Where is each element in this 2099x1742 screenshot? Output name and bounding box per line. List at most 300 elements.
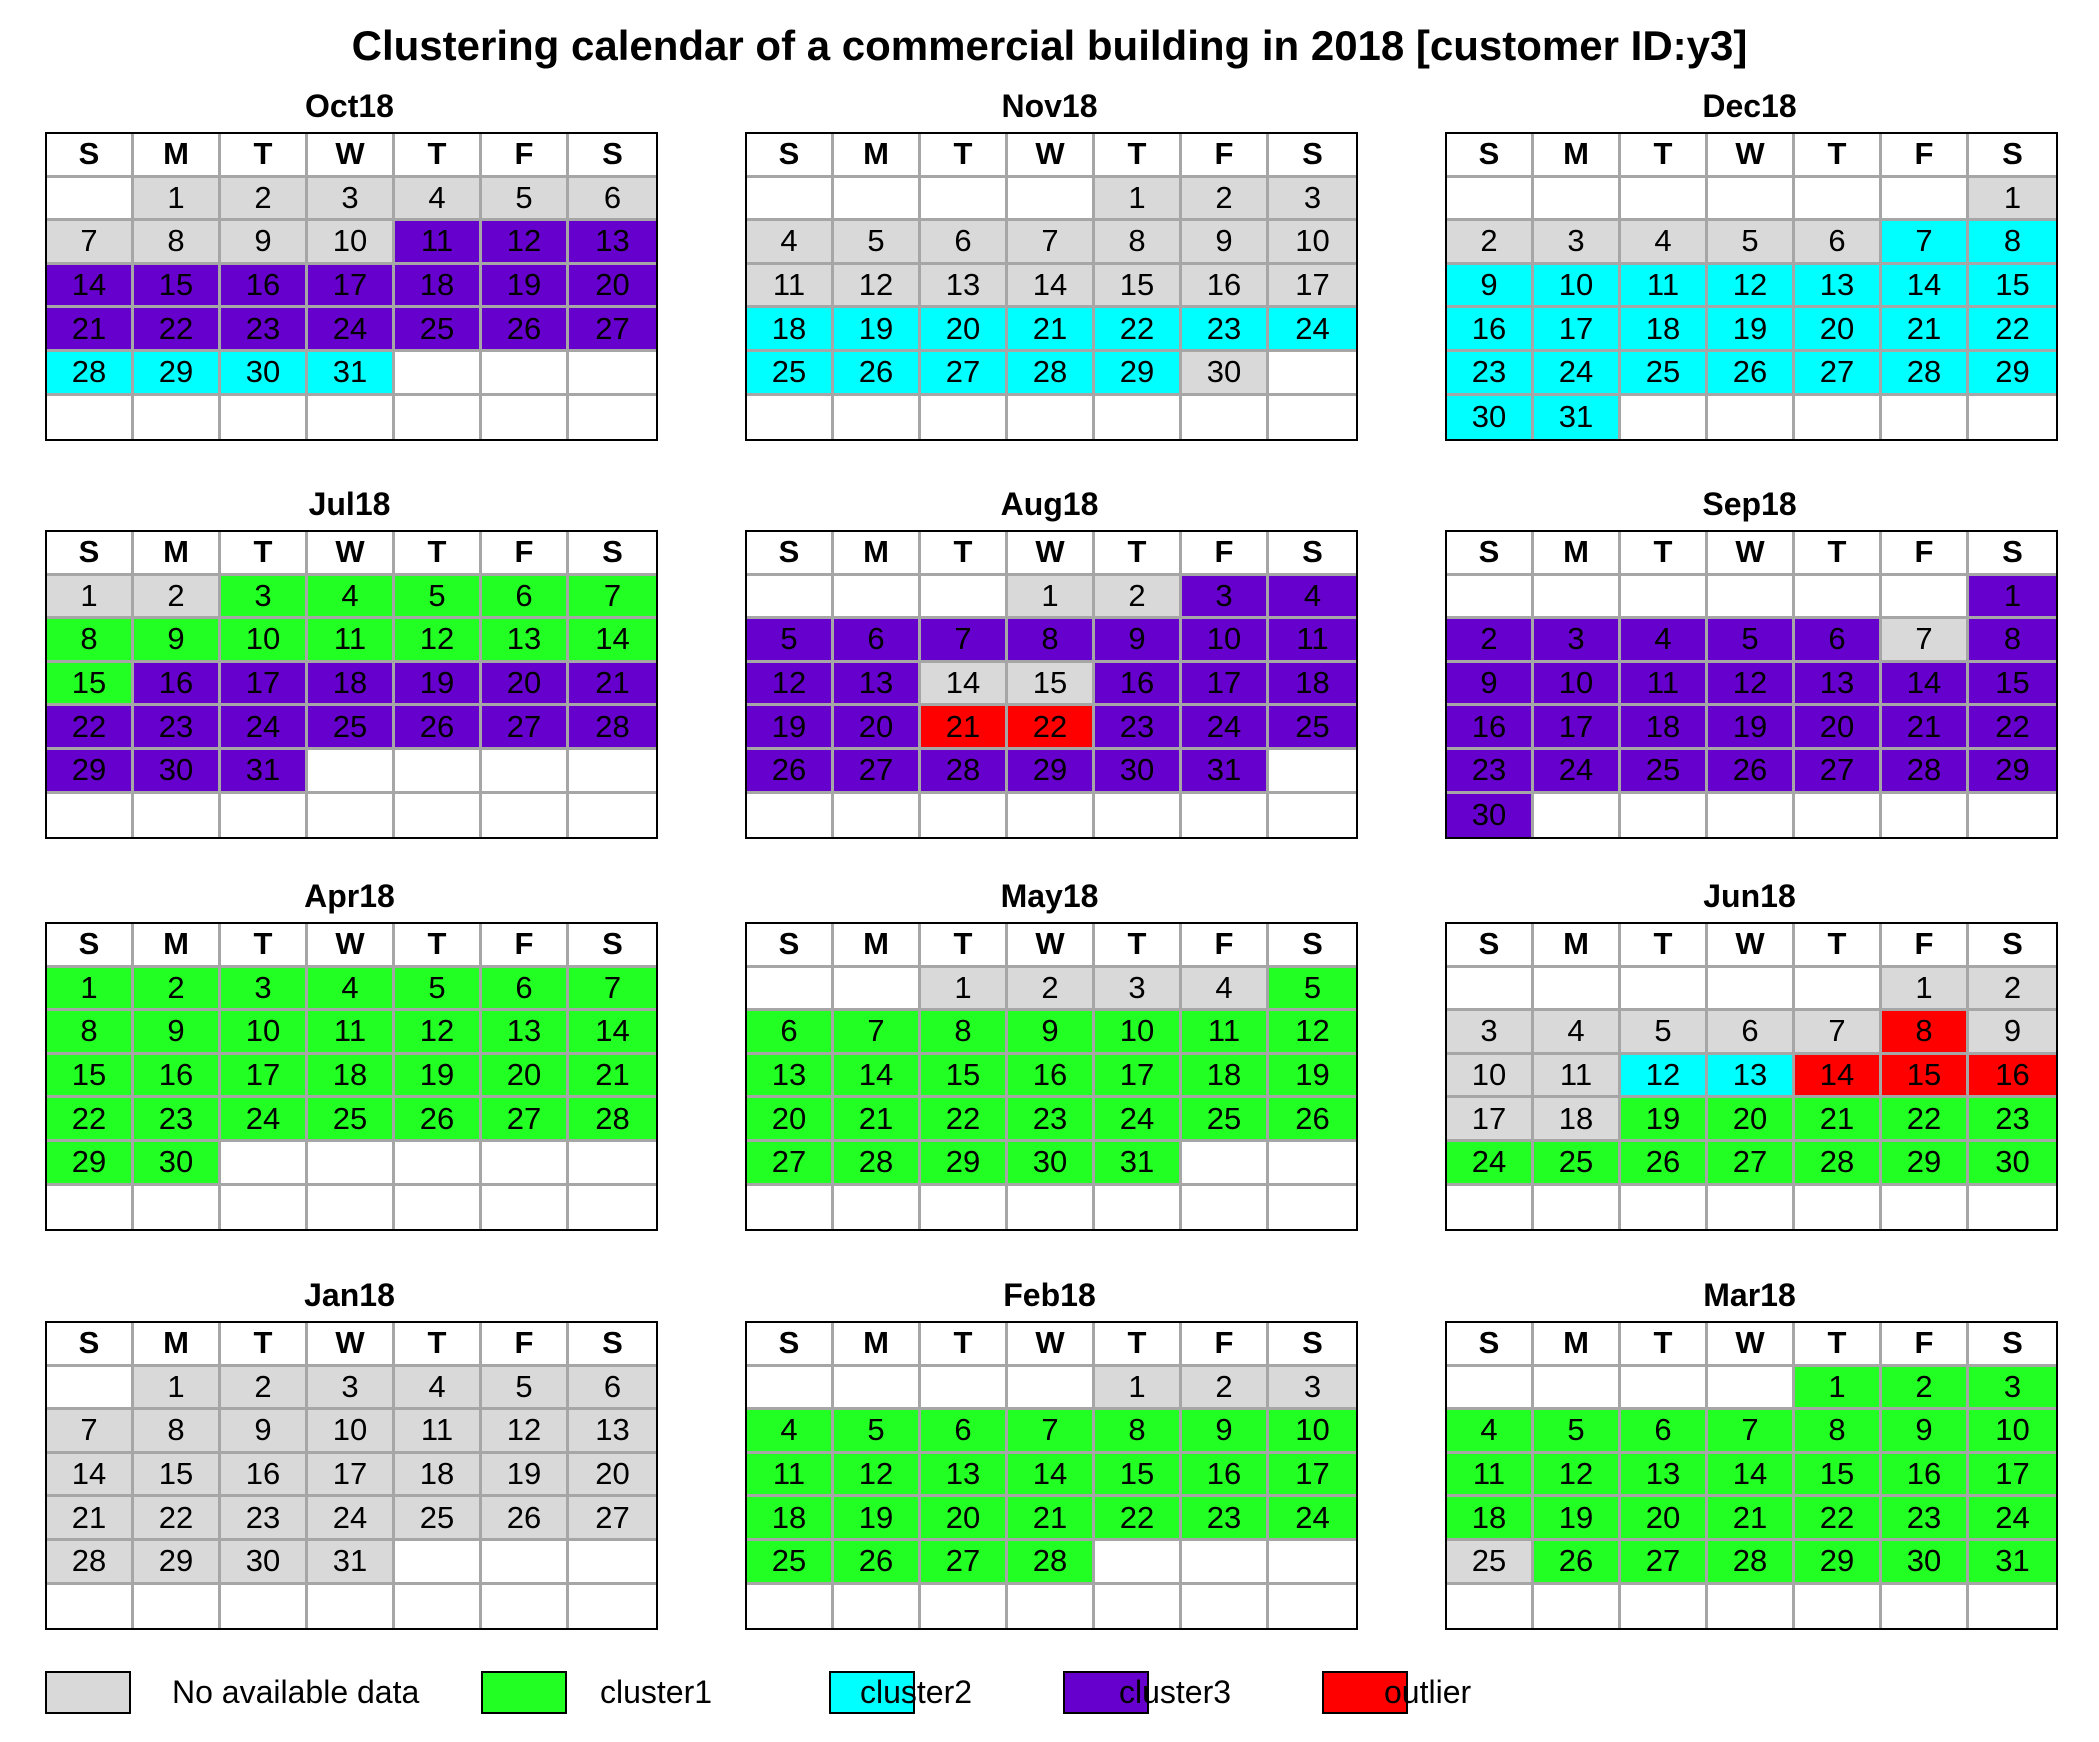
empty-cell: [1095, 794, 1182, 838]
weekday-header: F: [1882, 924, 1969, 968]
empty-cell: [834, 1186, 921, 1230]
empty-cell: [1269, 794, 1356, 838]
day-cell: 12: [1534, 1454, 1621, 1498]
day-cell: 14: [1795, 1055, 1882, 1099]
day-cell: 16: [1182, 1454, 1269, 1498]
day-cell: 27: [482, 1098, 569, 1142]
day-cell: 28: [921, 750, 1008, 794]
empty-cell: [482, 1186, 569, 1230]
weekday-header: W: [1008, 134, 1095, 178]
empty-cell: [569, 352, 656, 396]
month-grid: [745, 530, 1358, 839]
weekday-header: S: [47, 134, 134, 178]
day-cell: 18: [1534, 1098, 1621, 1142]
empty-cell: [569, 1186, 656, 1230]
day-cell: 27: [921, 352, 1008, 396]
day-cell: 25: [747, 1541, 834, 1585]
month-title: Jun18: [1703, 878, 1796, 914]
day-cell: 16: [134, 1055, 221, 1099]
day-cell: 9: [1182, 1410, 1269, 1454]
day-cell: 14: [921, 663, 1008, 707]
day-cell: 18: [308, 1055, 395, 1099]
empty-cell: [1182, 1186, 1269, 1230]
day-cell: 5: [1708, 221, 1795, 265]
day-cell: 18: [1621, 706, 1708, 750]
day-cell: 22: [134, 308, 221, 352]
weekday-header: F: [1182, 1323, 1269, 1367]
day-cell: 5: [395, 576, 482, 620]
day-cell: 24: [1269, 1497, 1356, 1541]
weekday-header: T: [395, 532, 482, 576]
weekday-header: T: [921, 532, 1008, 576]
day-cell: 7: [921, 619, 1008, 663]
empty-cell: [1447, 1585, 1534, 1629]
month-calendar: [45, 876, 654, 1231]
day-cell: 21: [569, 1055, 656, 1099]
empty-cell: [747, 178, 834, 222]
empty-cell: [1708, 396, 1795, 440]
day-cell: 11: [308, 619, 395, 663]
day-cell: 3: [1269, 1367, 1356, 1411]
day-cell: 14: [569, 1011, 656, 1055]
empty-cell: [221, 1186, 308, 1230]
weekday-header: W: [1708, 1323, 1795, 1367]
weekday-header: F: [482, 1323, 569, 1367]
day-cell: 27: [1708, 1142, 1795, 1186]
day-cell: 21: [1008, 1497, 1095, 1541]
day-cell: 17: [1095, 1055, 1182, 1099]
day-cell: 4: [1269, 576, 1356, 620]
empty-cell: [1621, 1367, 1708, 1411]
empty-cell: [482, 396, 569, 440]
empty-cell: [1269, 750, 1356, 794]
day-cell: 7: [1008, 1410, 1095, 1454]
day-cell: 8: [47, 619, 134, 663]
month-grid: [745, 1321, 1358, 1630]
empty-cell: [308, 396, 395, 440]
day-cell: 16: [1182, 265, 1269, 309]
weekday-header: M: [134, 134, 221, 178]
day-cell: 17: [1182, 663, 1269, 707]
empty-cell: [747, 968, 834, 1012]
weekday-header: S: [747, 924, 834, 968]
day-cell: 2: [1095, 576, 1182, 620]
day-cell: 15: [1969, 663, 2056, 707]
day-cell: 21: [1882, 308, 1969, 352]
empty-cell: [308, 794, 395, 838]
day-cell: 24: [1969, 1497, 2056, 1541]
month-title: Sep18: [1702, 486, 1797, 522]
month-grid: [45, 132, 658, 441]
weekday-header: T: [1795, 924, 1882, 968]
day-cell: 1: [1795, 1367, 1882, 1411]
empty-cell: [221, 1585, 308, 1629]
day-cell: 7: [1882, 619, 1969, 663]
weekday-header: M: [134, 1323, 221, 1367]
day-cell: 17: [1969, 1454, 2056, 1498]
day-cell: 16: [1447, 706, 1534, 750]
weekday-header: F: [1882, 532, 1969, 576]
empty-cell: [921, 1186, 1008, 1230]
month-grid: [45, 922, 658, 1231]
weekday-header: S: [47, 924, 134, 968]
day-cell: 9: [1008, 1011, 1095, 1055]
empty-cell: [1269, 352, 1356, 396]
month-grid: [45, 1321, 658, 1630]
day-cell: 22: [47, 1098, 134, 1142]
empty-cell: [1182, 794, 1269, 838]
legend-swatch: [481, 1671, 567, 1714]
weekday-header: S: [1969, 532, 2056, 576]
day-cell: 2: [1182, 1367, 1269, 1411]
day-cell: 30: [1447, 396, 1534, 440]
weekday-header: W: [308, 924, 395, 968]
empty-cell: [1969, 396, 2056, 440]
day-cell: 1: [47, 968, 134, 1012]
day-cell: 20: [1795, 706, 1882, 750]
day-cell: 23: [1447, 352, 1534, 396]
day-cell: 16: [134, 663, 221, 707]
day-cell: 26: [747, 750, 834, 794]
empty-cell: [1882, 576, 1969, 620]
weekday-header: M: [834, 532, 921, 576]
day-cell: 10: [221, 1011, 308, 1055]
day-cell: 9: [1447, 265, 1534, 309]
day-cell: 26: [395, 706, 482, 750]
weekday-header: M: [834, 134, 921, 178]
day-cell: 7: [1795, 1011, 1882, 1055]
weekday-header: W: [1008, 1323, 1095, 1367]
day-cell: 26: [482, 308, 569, 352]
day-cell: 12: [1269, 1011, 1356, 1055]
day-cell: 13: [1795, 663, 1882, 707]
empty-cell: [1795, 576, 1882, 620]
weekday-header: S: [747, 532, 834, 576]
legend-label: cluster2: [860, 1674, 973, 1710]
weekday-header: T: [1795, 532, 1882, 576]
day-cell: 6: [921, 221, 1008, 265]
day-cell: 20: [569, 1454, 656, 1498]
day-cell: 19: [1621, 1098, 1708, 1142]
empty-cell: [747, 576, 834, 620]
day-cell: 2: [221, 1367, 308, 1411]
day-cell: 4: [1182, 968, 1269, 1012]
day-cell: 15: [1969, 265, 2056, 309]
empty-cell: [834, 576, 921, 620]
weekday-header: M: [1534, 1323, 1621, 1367]
weekday-header: S: [569, 1323, 656, 1367]
month-calendar: [45, 1275, 654, 1630]
day-cell: 30: [1008, 1142, 1095, 1186]
weekday-header: T: [221, 1323, 308, 1367]
day-cell: 3: [1095, 968, 1182, 1012]
day-cell: 18: [1447, 1497, 1534, 1541]
empty-cell: [482, 352, 569, 396]
day-cell: 4: [395, 1367, 482, 1411]
day-cell: 11: [1621, 663, 1708, 707]
day-cell: 1: [1095, 178, 1182, 222]
day-cell: 15: [47, 1055, 134, 1099]
day-cell: 13: [482, 619, 569, 663]
day-cell: 17: [221, 663, 308, 707]
day-cell: 30: [1447, 794, 1534, 838]
day-cell: 24: [308, 308, 395, 352]
empty-cell: [747, 1585, 834, 1629]
day-cell: 15: [47, 663, 134, 707]
day-cell: 8: [1095, 1410, 1182, 1454]
day-cell: 10: [1447, 1055, 1534, 1099]
day-cell: 22: [1795, 1497, 1882, 1541]
empty-cell: [395, 352, 482, 396]
day-cell: 5: [1621, 1011, 1708, 1055]
empty-cell: [1708, 178, 1795, 222]
empty-cell: [1621, 1585, 1708, 1629]
day-cell: 2: [1182, 178, 1269, 222]
day-cell: 8: [47, 1011, 134, 1055]
empty-cell: [1795, 1585, 1882, 1629]
day-cell: 24: [1095, 1098, 1182, 1142]
day-cell: 6: [1795, 221, 1882, 265]
empty-cell: [1621, 1186, 1708, 1230]
day-cell: 11: [747, 265, 834, 309]
day-cell: 20: [834, 706, 921, 750]
day-cell: 28: [569, 1098, 656, 1142]
day-cell: 3: [308, 1367, 395, 1411]
month-title: Feb18: [1003, 1277, 1096, 1313]
empty-cell: [1182, 1585, 1269, 1629]
day-cell: 9: [134, 1011, 221, 1055]
day-cell: 8: [1008, 619, 1095, 663]
month-grid: [1445, 132, 2058, 441]
day-cell: 8: [1969, 221, 2056, 265]
month-calendar: [745, 876, 1354, 1231]
day-cell: 10: [1182, 619, 1269, 663]
empty-cell: [1795, 396, 1882, 440]
day-cell: 17: [1534, 308, 1621, 352]
day-cell: 13: [482, 1011, 569, 1055]
empty-cell: [569, 396, 656, 440]
empty-cell: [395, 1186, 482, 1230]
empty-cell: [482, 1541, 569, 1585]
day-cell: 30: [1969, 1142, 2056, 1186]
empty-cell: [1447, 1367, 1534, 1411]
empty-cell: [1095, 1585, 1182, 1629]
day-cell: 14: [1708, 1454, 1795, 1498]
day-cell: 6: [569, 178, 656, 222]
day-cell: 12: [395, 619, 482, 663]
day-cell: 7: [1708, 1410, 1795, 1454]
empty-cell: [308, 1186, 395, 1230]
day-cell: 3: [308, 178, 395, 222]
weekday-header: F: [1182, 134, 1269, 178]
day-cell: 22: [1969, 308, 2056, 352]
day-cell: 26: [1708, 750, 1795, 794]
day-cell: 28: [1882, 352, 1969, 396]
day-cell: 19: [1708, 308, 1795, 352]
weekday-header: S: [47, 532, 134, 576]
day-cell: 18: [308, 663, 395, 707]
empty-cell: [47, 1186, 134, 1230]
day-cell: 29: [1008, 750, 1095, 794]
day-cell: 29: [1795, 1541, 1882, 1585]
day-cell: 9: [221, 1410, 308, 1454]
day-cell: 27: [482, 706, 569, 750]
empty-cell: [47, 1585, 134, 1629]
empty-cell: [1621, 576, 1708, 620]
day-cell: 27: [1621, 1541, 1708, 1585]
day-cell: 21: [834, 1098, 921, 1142]
empty-cell: [1534, 794, 1621, 838]
month-title: Jul18: [308, 486, 391, 522]
day-cell: 26: [1269, 1098, 1356, 1142]
empty-cell: [569, 1541, 656, 1585]
empty-cell: [921, 178, 1008, 222]
day-cell: 9: [1095, 619, 1182, 663]
day-cell: 13: [921, 1454, 1008, 1498]
empty-cell: [1795, 1186, 1882, 1230]
weekday-header: S: [1969, 924, 2056, 968]
empty-cell: [921, 1585, 1008, 1629]
day-cell: 18: [395, 1454, 482, 1498]
empty-cell: [1269, 1186, 1356, 1230]
day-cell: 12: [482, 221, 569, 265]
weekday-header: W: [1708, 134, 1795, 178]
day-cell: 9: [1969, 1011, 2056, 1055]
weekday-header: S: [1969, 134, 2056, 178]
day-cell: 24: [221, 1098, 308, 1142]
day-cell: 31: [221, 750, 308, 794]
month-calendar: [45, 484, 654, 839]
day-cell: 29: [1882, 1142, 1969, 1186]
day-cell: 28: [1882, 750, 1969, 794]
empty-cell: [1534, 178, 1621, 222]
empty-cell: [1795, 178, 1882, 222]
month-calendar: [1445, 876, 2054, 1231]
day-cell: 21: [1882, 706, 1969, 750]
day-cell: 11: [1269, 619, 1356, 663]
day-cell: 29: [47, 750, 134, 794]
day-cell: 3: [1447, 1011, 1534, 1055]
month-grid: [1445, 922, 2058, 1231]
empty-cell: [834, 396, 921, 440]
day-cell: 5: [1534, 1410, 1621, 1454]
weekday-header: T: [1795, 134, 1882, 178]
weekday-header: S: [1269, 1323, 1356, 1367]
day-cell: 25: [1534, 1142, 1621, 1186]
day-cell: 17: [1269, 1454, 1356, 1498]
weekday-header: T: [1795, 1323, 1882, 1367]
day-cell: 19: [834, 308, 921, 352]
day-cell: 27: [834, 750, 921, 794]
chart-title: Clustering calendar of a commercial building in 2018 [customer ID:y3]: [351, 22, 1748, 69]
day-cell: 4: [1621, 619, 1708, 663]
day-cell: 7: [1882, 221, 1969, 265]
day-cell: 5: [1269, 968, 1356, 1012]
day-cell: 5: [482, 1367, 569, 1411]
day-cell: 21: [1795, 1098, 1882, 1142]
day-cell: 8: [1095, 221, 1182, 265]
day-cell: 13: [569, 1410, 656, 1454]
empty-cell: [1534, 1585, 1621, 1629]
day-cell: 11: [395, 1410, 482, 1454]
empty-cell: [921, 576, 1008, 620]
day-cell: 20: [482, 1055, 569, 1099]
day-cell: 24: [1182, 706, 1269, 750]
day-cell: 19: [482, 265, 569, 309]
month-grid: [1445, 530, 2058, 839]
day-cell: 24: [1447, 1142, 1534, 1186]
day-cell: 22: [921, 1098, 1008, 1142]
day-cell: 6: [834, 619, 921, 663]
empty-cell: [1269, 1142, 1356, 1186]
day-cell: 17: [1447, 1098, 1534, 1142]
empty-cell: [1795, 794, 1882, 838]
day-cell: 14: [1882, 663, 1969, 707]
day-cell: 16: [1447, 308, 1534, 352]
empty-cell: [134, 396, 221, 440]
empty-cell: [1795, 968, 1882, 1012]
empty-cell: [1708, 794, 1795, 838]
day-cell: 30: [221, 1541, 308, 1585]
day-cell: 21: [1008, 308, 1095, 352]
empty-cell: [1008, 1585, 1095, 1629]
day-cell: 20: [569, 265, 656, 309]
empty-cell: [1882, 1186, 1969, 1230]
day-cell: 14: [1008, 265, 1095, 309]
month-title: May18: [1000, 878, 1099, 914]
empty-cell: [1708, 968, 1795, 1012]
weekday-header: F: [1182, 532, 1269, 576]
day-cell: 17: [1269, 265, 1356, 309]
empty-cell: [482, 794, 569, 838]
empty-cell: [482, 1142, 569, 1186]
day-cell: 19: [834, 1497, 921, 1541]
day-cell: 9: [221, 221, 308, 265]
day-cell: 30: [134, 1142, 221, 1186]
day-cell: 28: [1708, 1541, 1795, 1585]
weekday-header: T: [221, 532, 308, 576]
month-calendar: [1445, 1275, 2054, 1630]
empty-cell: [1095, 1541, 1182, 1585]
day-cell: 13: [834, 663, 921, 707]
empty-cell: [134, 794, 221, 838]
day-cell: 12: [1621, 1055, 1708, 1099]
day-cell: 31: [308, 1541, 395, 1585]
day-cell: 5: [482, 178, 569, 222]
day-cell: 12: [395, 1011, 482, 1055]
day-cell: 7: [834, 1011, 921, 1055]
empty-cell: [1621, 794, 1708, 838]
day-cell: 31: [1534, 396, 1621, 440]
month-calendar: [745, 484, 1354, 839]
empty-cell: [1708, 1367, 1795, 1411]
weekday-header: W: [1708, 532, 1795, 576]
day-cell: 25: [395, 1497, 482, 1541]
day-cell: 22: [134, 1497, 221, 1541]
empty-cell: [834, 1367, 921, 1411]
day-cell: 6: [1708, 1011, 1795, 1055]
day-cell: 17: [308, 1454, 395, 1498]
day-cell: 3: [1182, 576, 1269, 620]
day-cell: 19: [747, 706, 834, 750]
day-cell: 23: [134, 706, 221, 750]
empty-cell: [1447, 1186, 1534, 1230]
empty-cell: [1621, 968, 1708, 1012]
day-cell: 12: [1708, 265, 1795, 309]
day-cell: 5: [747, 619, 834, 663]
day-cell: 25: [1269, 706, 1356, 750]
day-cell: 29: [1969, 750, 2056, 794]
